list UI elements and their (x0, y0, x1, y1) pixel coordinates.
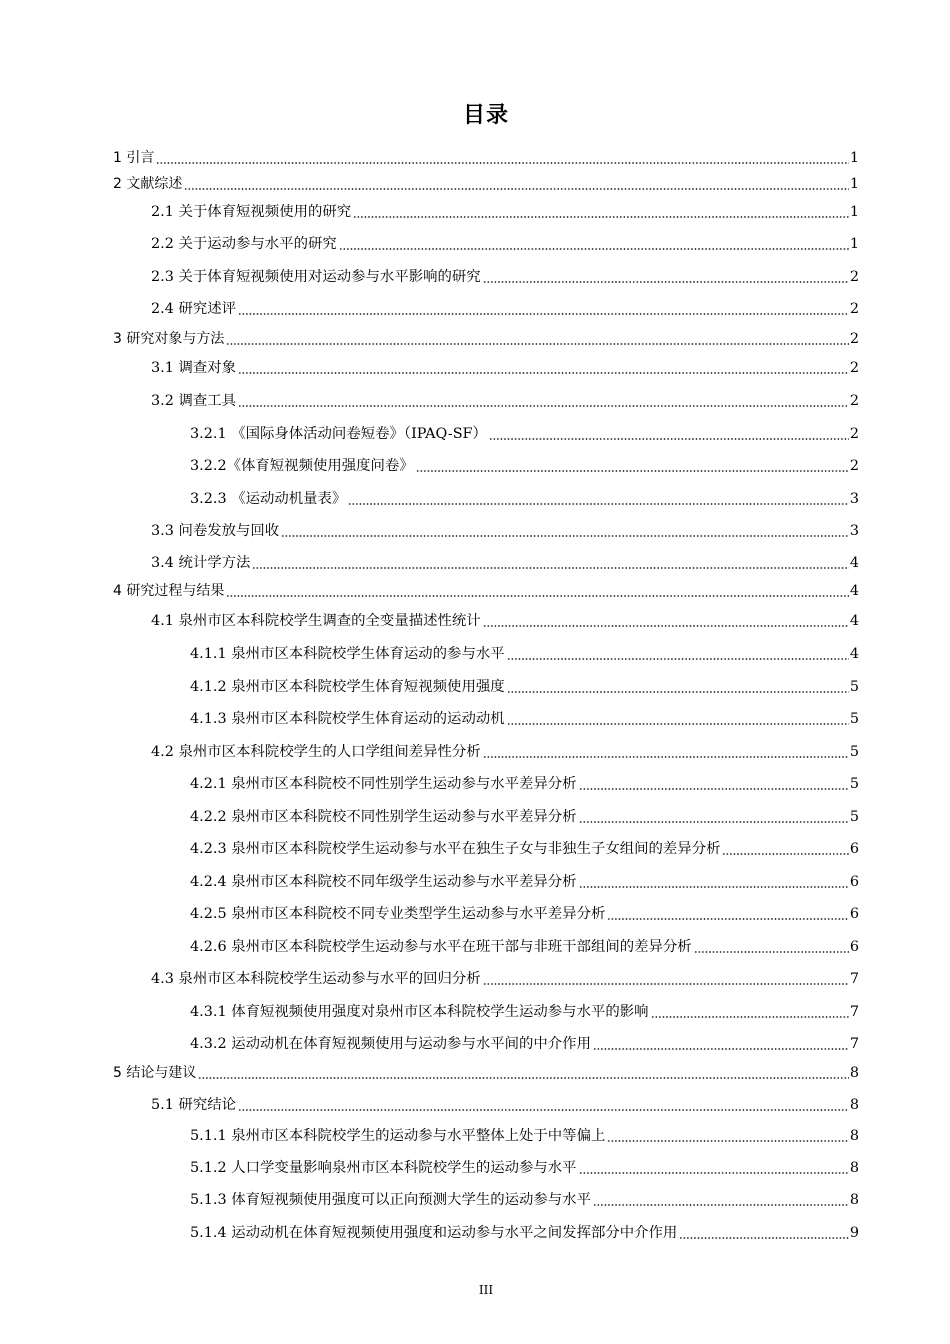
toc-entry[interactable] (151, 391, 859, 411)
toc-entry-title: 4.2.2 泉州市区本科院校不同性别学生运动参与水平差异分析 (190, 809, 577, 825)
toc-entry-page-number: 8 (849, 1065, 859, 1081)
toc-entry-page-number: 6 (849, 874, 859, 890)
toc-entry-title: 4.2.1 泉州市区本科院校不同性别学生运动参与水平差异分析 (190, 776, 577, 792)
toc-entry[interactable] (190, 424, 859, 444)
toc-entry-page-number: 9 (849, 1225, 859, 1241)
toc-entry-title: 3.1 调查对象 (151, 360, 237, 376)
toc-entry-page-number: 5 (849, 809, 859, 825)
toc-entry-title: 2 文献综述 (113, 176, 183, 192)
toc-entry-title: 4.1 泉州市区本科院校学生调查的全变量描述性统计 (151, 613, 481, 629)
toc-entry[interactable] (190, 839, 859, 859)
toc-entry-title: 4.3.1 体育短视频使用强度对泉州市区本科院校学生运动参与水平的影响 (190, 1004, 649, 1020)
dot-leader (507, 658, 849, 660)
toc-entry[interactable] (151, 234, 859, 254)
toc-entry[interactable] (190, 774, 859, 794)
dot-leader (593, 1204, 849, 1206)
toc-entry-title: 4.2 泉州市区本科院校学生的人口学组间差异性分析 (151, 744, 481, 760)
toc-entry-title: 2.4 研究述评 (151, 301, 237, 317)
toc-entry-page-number: 6 (849, 841, 859, 857)
dot-leader (184, 188, 848, 190)
toc-entry-page-number: 7 (849, 1004, 859, 1020)
toc-entry-title: 4.3.2 运动动机在体育短视频使用与运动参与水平间的中介作用 (190, 1036, 591, 1052)
dot-leader (722, 853, 848, 855)
toc-entry-page-number: 7 (849, 971, 859, 987)
toc-entry-title: 2.1 关于体育短视频使用的研究 (151, 204, 352, 220)
dot-leader (238, 372, 849, 374)
toc-entry-title: 2.2 关于运动参与水平的研究 (151, 236, 337, 252)
dot-leader (238, 405, 849, 407)
footer-page-number: III (478, 1283, 494, 1297)
toc-entry-title: 3.3 问卷发放与回收 (151, 523, 280, 539)
toc-entry[interactable] (113, 174, 859, 194)
toc-entry-title: 4.2.5 泉州市区本科院校不同专业类型学生运动参与水平差异分析 (190, 906, 606, 922)
toc-entry[interactable] (190, 644, 859, 664)
dot-leader (252, 567, 848, 569)
dot-leader (156, 162, 848, 164)
dot-leader (579, 1172, 849, 1174)
toc-entry-page-number: 2 (849, 393, 859, 409)
dot-leader (593, 1048, 849, 1050)
toc-entry[interactable] (151, 553, 859, 573)
dot-leader (483, 625, 849, 627)
toc-entry-page-number: 4 (849, 646, 859, 662)
toc-entry[interactable] (190, 872, 859, 892)
toc-entry-page-number: 3 (849, 491, 859, 507)
dot-leader (226, 595, 848, 597)
toc-entry-title: 4.1.2 泉州市区本科院校学生体育短视频使用强度 (190, 679, 505, 695)
toc-entry[interactable] (190, 937, 859, 957)
toc-entry[interactable] (190, 904, 859, 924)
toc-entry-page-number: 5 (849, 776, 859, 792)
toc-entry[interactable] (190, 456, 859, 476)
dot-leader (579, 788, 849, 790)
toc-entry-page-number: 5 (849, 711, 859, 727)
toc-entry-page-number: 5 (849, 744, 859, 760)
toc-entry-title: 4.1.3 泉州市区本科院校学生体育运动的运动动机 (190, 711, 505, 727)
dot-leader (353, 216, 849, 218)
dot-leader (483, 756, 849, 758)
toc-entry-title: 4.2.6 泉州市区本科院校学生运动参与水平在班干部与非班干部组间的差异分析 (190, 939, 692, 955)
toc-entry[interactable] (151, 969, 859, 989)
dot-leader (238, 313, 849, 315)
dot-leader (226, 343, 848, 345)
toc-entry[interactable] (151, 202, 859, 222)
toc-entry[interactable] (190, 1190, 859, 1210)
toc-entry[interactable] (151, 267, 859, 287)
toc-entry-title: 3.4 统计学方法 (151, 555, 251, 571)
dot-leader (651, 1016, 849, 1018)
toc-entry-title: 4.2.4 泉州市区本科院校不同年级学生运动参与水平差异分析 (190, 874, 577, 890)
toc-entry-title: 5.1.1 泉州市区本科院校学生的运动参与水平整体上处于中等偏上 (190, 1128, 606, 1144)
dot-leader (483, 281, 849, 283)
dot-leader (489, 438, 849, 440)
toc-entry[interactable] (113, 581, 859, 601)
toc-entry-page-number: 4 (849, 555, 859, 571)
toc-entry[interactable] (190, 709, 859, 729)
dot-leader (339, 248, 849, 250)
toc-entry[interactable] (151, 1095, 859, 1115)
toc-entry[interactable] (151, 358, 859, 378)
toc-entry[interactable] (151, 299, 859, 319)
dot-leader (579, 821, 849, 823)
toc-entry[interactable] (151, 521, 859, 541)
toc-entry-page-number: 1 (849, 176, 859, 192)
dot-leader (607, 918, 848, 920)
toc-entry-page-number: 2 (849, 458, 859, 474)
toc-entry-title: 3 研究对象与方法 (113, 331, 225, 347)
toc-entry-page-number: 2 (849, 301, 859, 317)
dot-leader (238, 1109, 849, 1111)
toc-entry-title: 4 研究过程与结果 (113, 583, 225, 599)
toc-entry-page-number: 2 (849, 426, 859, 442)
toc-entry-page-number: 2 (849, 269, 859, 285)
toc-entry-page-number: 1 (849, 204, 859, 220)
toc-entry-page-number: 1 (849, 150, 859, 166)
toc-entry-title: 5.1.2 人口学变量影响泉州市区本科院校学生的运动参与水平 (190, 1160, 577, 1176)
toc-entry[interactable] (113, 329, 859, 349)
toc-entry-title: 3.2.1 《国际身体活动问卷短卷》（IPAQ-SF） (190, 426, 487, 442)
toc-entry[interactable] (190, 489, 859, 509)
toc-entry-title: 5.1 研究结论 (151, 1097, 237, 1113)
dot-leader (198, 1077, 848, 1079)
toc-entry-page-number: 6 (849, 906, 859, 922)
toc-entry-title: 4.1.1 泉州市区本科院校学生体育运动的参与水平 (190, 646, 505, 662)
toc-entry-title: 3.2.3 《运动动机量表》 (190, 491, 347, 507)
toc-entry-page-number: 6 (849, 939, 859, 955)
toc-entry-title: 3.2.2《体育短视频使用强度问卷》 (190, 458, 414, 474)
toc-entry[interactable] (190, 1223, 859, 1243)
toc-entry[interactable] (113, 148, 859, 168)
toc-entry[interactable] (113, 1063, 859, 1083)
dot-leader (281, 535, 849, 537)
toc-entry-page-number: 2 (849, 331, 859, 347)
dot-leader (348, 503, 849, 505)
page-title: 目录 (462, 103, 509, 128)
toc-entry-title: 2.3 关于体育短视频使用对运动参与水平影响的研究 (151, 269, 481, 285)
dot-leader (579, 886, 849, 888)
toc-entry[interactable] (190, 1034, 859, 1054)
toc-entry-page-number: 1 (849, 236, 859, 252)
dot-leader (507, 723, 849, 725)
toc-entry-title: 1 引言 (113, 150, 155, 166)
toc-entry-page-number: 2 (849, 360, 859, 376)
dot-leader (416, 470, 849, 472)
dot-leader (483, 983, 849, 985)
toc-entry-page-number: 5 (849, 679, 859, 695)
dot-leader (694, 951, 849, 953)
dot-leader (679, 1237, 849, 1239)
toc-entry[interactable] (190, 1158, 859, 1178)
toc-entry-title: 5 结论与建议 (113, 1065, 197, 1081)
toc-entry-page-number: 8 (849, 1192, 859, 1208)
toc-entry-page-number: 7 (849, 1036, 859, 1052)
toc-entry-title: 3.2 调查工具 (151, 393, 237, 409)
toc-entry-title: 5.1.3 体育短视频使用强度可以正向预测大学生的运动参与水平 (190, 1192, 591, 1208)
toc-entry-title: 5.1.4 运动动机在体育短视频使用强度和运动参与水平之间发挥部分中介作用 (190, 1225, 678, 1241)
toc-entry-page-number: 8 (849, 1160, 859, 1176)
toc-entry[interactable] (190, 677, 859, 697)
toc-entry-page-number: 8 (849, 1097, 859, 1113)
toc-entry[interactable] (190, 1126, 859, 1146)
dot-leader (507, 691, 849, 693)
toc-entry-page-number: 4 (849, 613, 859, 629)
toc-entry-page-number: 3 (849, 523, 859, 539)
toc-entry[interactable] (151, 742, 859, 762)
toc-entry[interactable] (151, 611, 859, 631)
toc-entry-page-number: 8 (849, 1128, 859, 1144)
toc-entry[interactable] (190, 1002, 859, 1022)
toc-entry-title: 4.3 泉州市区本科院校学生运动参与水平的回归分析 (151, 971, 481, 987)
toc-entry-page-number: 4 (849, 583, 859, 599)
toc-entry-title: 4.2.3 泉州市区本科院校学生运动参与水平在独生子女与非独生子女组间的差异分析 (190, 841, 721, 857)
toc-entry[interactable] (190, 807, 859, 827)
dot-leader (607, 1140, 848, 1142)
